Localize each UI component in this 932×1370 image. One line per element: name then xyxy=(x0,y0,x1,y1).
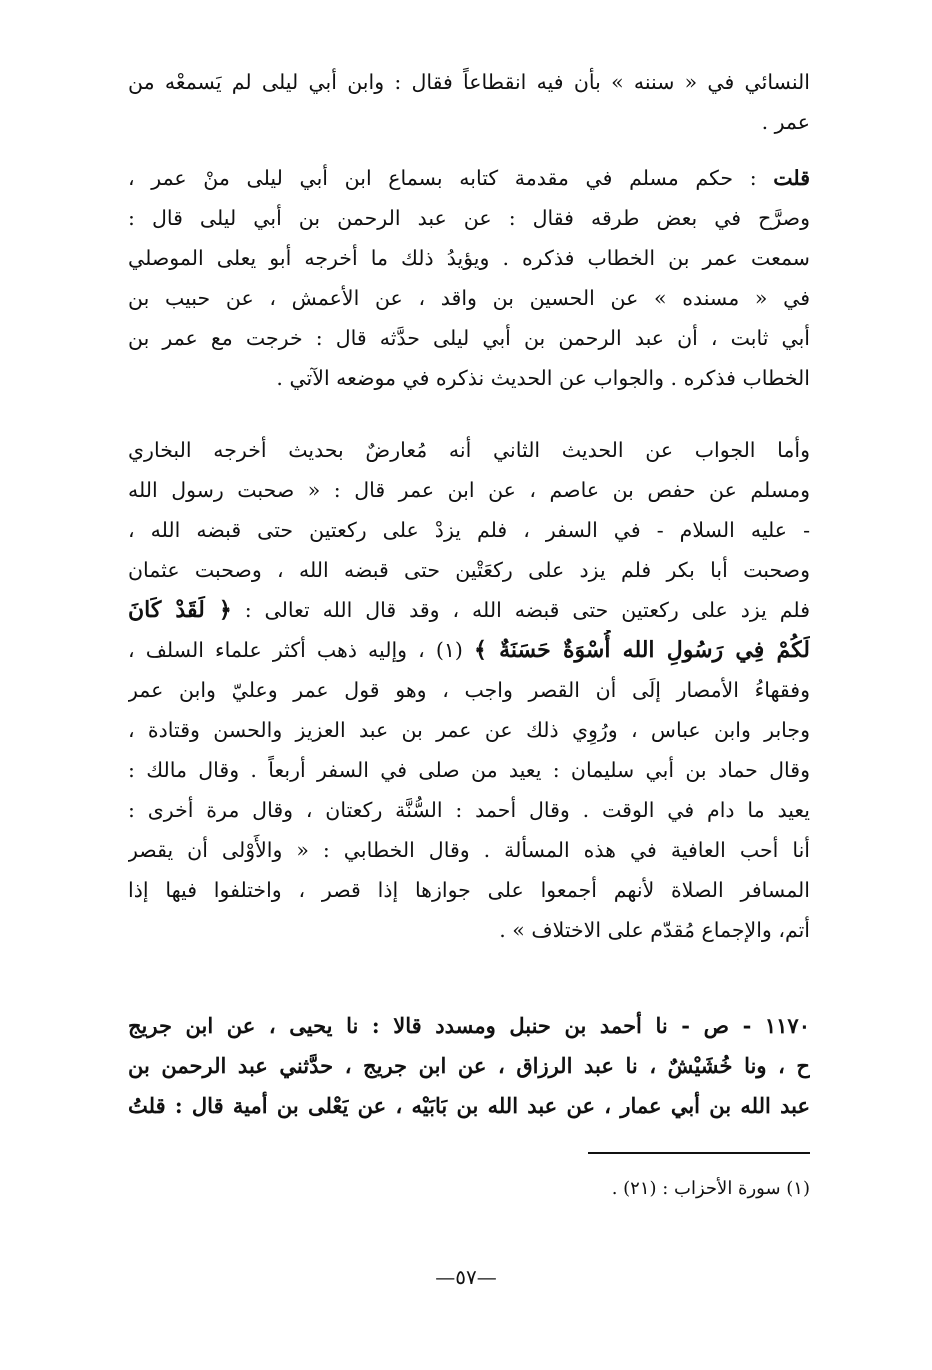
page-number: —٥٧— xyxy=(435,1265,497,1289)
text-line: وجابر وابن عباس ، ورُوِي ذلك عن عمر بن عبد العزيز والحسن وقتادة ، xyxy=(128,718,810,742)
text-line: أتم، والإجماع مُقدّم على الاختلاف » . xyxy=(499,918,810,942)
text-span: ، وإليه ذهب أكثر علماء السلف ، xyxy=(128,638,425,662)
quran-verse-end: لَكُمْ فِي رَسُولِ الله أُسْوَةٌ حَسَنَةٌ ﴾ xyxy=(473,637,810,663)
paragraph-1 xyxy=(128,62,810,142)
text-line: النسائي في « سننه » بأن فيه انقطاعاً فقال : وابن أبي ليلى لم يَسمعْه من xyxy=(128,70,810,94)
text-line: وصحبت أبا بكر فلم يزد على ركعَتْين حتى قبضه الله ، وصحبت عثمان xyxy=(128,558,810,582)
text-line: عبد الله بن أبي عمار ، عن عبد الله بن بَابَيْه ، عن يَعْلى بن أمية قال : قلتُ xyxy=(128,1093,810,1118)
text-line xyxy=(128,590,810,630)
text-line: يعيد ما دام في الوقت . وقال أحمد : السُّنَّة ركعتان ، وقال مرة أخرى : xyxy=(128,798,810,822)
hadith-paragraph xyxy=(128,1006,810,1126)
text-line xyxy=(128,630,810,670)
text-line: وصرَّح في بعض طرقه فقال : عن عبد الرحمن بن أبي ليلى قال : xyxy=(128,206,810,230)
text-line: وفقهاءُ الأمصار إلَى أن القصر واجب ، وهو قول عمر وعليّ وابن عمر xyxy=(128,678,810,702)
text-line: الخطاب فذكره . والجواب عن الحديث نذكره في موضعه الآتي . xyxy=(276,366,810,390)
text-line: ومسلم عن حفص بن عاصم ، عن ابن عمر قال : « صحبت رسول الله xyxy=(128,478,810,502)
text-line: عمر . xyxy=(761,110,810,134)
paragraph-lead-word: قلت xyxy=(773,166,810,190)
text-line: ح ، ونا خُشَيْشٌ ، نا عبد الرزاق ، عن ابن جريج ، حدَّثني عبد الرحمن بن xyxy=(128,1053,810,1078)
text-line: أبي ثابت ، أن عبد الرحمن بن أبي ليلى حدَّثه قال : خرجت مع عمر بن xyxy=(128,326,810,350)
text-line: - عليه السلام - في السفر ، فلم يزدْ على ركعتين حتى قبضه الله ، xyxy=(128,518,810,542)
text-line xyxy=(128,158,810,198)
text-line: المسافر الصلاة لأنهم أجمعوا على جوازها إذا قصر ، واختلفوا فيها إذا xyxy=(128,878,810,902)
paragraph-3 xyxy=(128,430,810,950)
paragraph-2 xyxy=(128,158,810,398)
text-line: سمعت عمر بن الخطاب فذكره . ويؤيدُ ذلك ما أخرجه أبو يعلى الموصلي xyxy=(128,246,810,270)
footnote-reference: (١) xyxy=(435,638,463,662)
text-line: وقال حماد بن أبي سليمان : يعيد من صلى في السفر أربعاً . وقال مالك : xyxy=(128,758,810,782)
text-span: فلم يزد على ركعتين حتى قبضه الله ، وقد قال الله تعالى : xyxy=(244,598,810,622)
footnote: (١) سورة الأحزاب : (٢١) . xyxy=(611,1178,810,1199)
text-line: في « مسنده » عن الحسين بن واقد ، عن الأعمش ، عن حبيب بن xyxy=(128,286,810,310)
footnote-divider xyxy=(588,1152,810,1154)
quran-verse-start: ﴿ لَقَدْ كَانَ xyxy=(128,597,232,623)
text-line: أنا أحب العافية في هذه المسألة . وقال الخطابي : « والأَوْلى أن يقصر xyxy=(128,838,810,862)
text-line: وأما الجواب عن الحديث الثاني أنه مُعارضٌ بحديث أخرجه البخاري xyxy=(128,438,810,462)
text-line: ١١٧٠ - ص - نا أحمد بن حنبل ومسدد قالا : نا يحيى ، عن ابن جريج xyxy=(128,1013,810,1038)
text-span: : حكم مسلم في مقدمة كتابه بسماع ابن أبي ليلى منْ عمر ، xyxy=(128,166,757,190)
